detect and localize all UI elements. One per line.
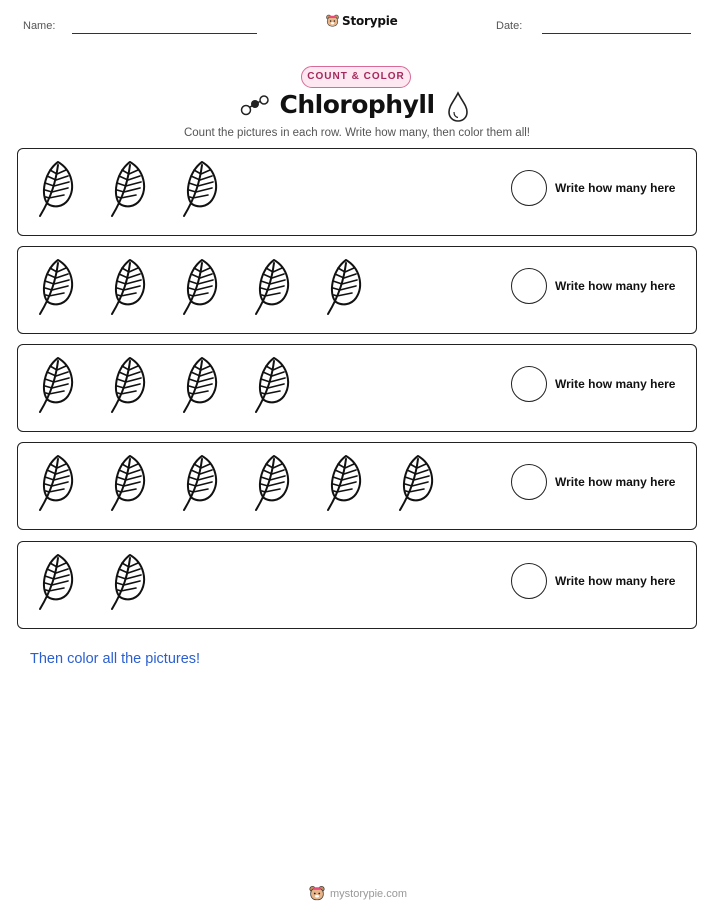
count-answer-circle[interactable]: [511, 464, 547, 500]
picture-group: [28, 452, 448, 512]
brand-name: Storypie: [342, 14, 398, 28]
leaf-icon[interactable]: [244, 452, 304, 512]
counting-row: [17, 541, 697, 629]
leaf-icon[interactable]: [100, 551, 160, 611]
counting-row: [17, 148, 697, 236]
leaf-icon[interactable]: [28, 452, 88, 512]
counting-row: [17, 246, 697, 334]
count-answer-circle[interactable]: [511, 366, 547, 402]
date-label: Date:: [496, 20, 523, 32]
leaf-icon[interactable]: [172, 354, 232, 414]
instructions: Count the pictures in each row. Write how many, then color them all!: [183, 127, 531, 139]
count-prompt: Write how many here: [555, 181, 676, 195]
count-prompt: Write how many here: [555, 574, 676, 588]
brand-logo: [325, 13, 398, 29]
worksheet-badge: COUNT & COLOR: [301, 66, 411, 88]
count-answer-circle[interactable]: [511, 563, 547, 599]
leaf-icon[interactable]: [100, 354, 160, 414]
picture-group: [28, 551, 160, 611]
leaf-icon[interactable]: [172, 158, 232, 218]
name-label: Name:: [23, 20, 56, 32]
count-prompt: Write how many here: [555, 377, 676, 391]
leaf-icon[interactable]: [244, 256, 304, 316]
leaf-icon[interactable]: [100, 256, 160, 316]
leaf-icon[interactable]: [100, 158, 160, 218]
leaf-icon[interactable]: [28, 256, 88, 316]
leaf-icon[interactable]: [316, 256, 376, 316]
leaf-icon[interactable]: [172, 452, 232, 512]
picture-group: [28, 256, 376, 316]
leaf-icon[interactable]: [172, 256, 232, 316]
footer-site: mystorypie.com: [330, 887, 408, 900]
leaf-icon[interactable]: [28, 158, 88, 218]
bear-icon: [325, 13, 340, 29]
leaf-icon[interactable]: [316, 452, 376, 512]
picture-group: [28, 158, 232, 218]
count-prompt: Write how many here: [555, 475, 676, 489]
count-answer-circle[interactable]: [511, 170, 547, 206]
water-drop-icon: [446, 91, 470, 123]
date-line[interactable]: [542, 33, 691, 34]
count-prompt: Write how many here: [555, 279, 676, 293]
worksheet-title: Chlorophyll: [279, 90, 435, 119]
leaf-icon[interactable]: [28, 354, 88, 414]
leaf-icon[interactable]: [388, 452, 448, 512]
leaf-icon[interactable]: [100, 452, 160, 512]
counting-row: [17, 344, 697, 432]
leaf-icon[interactable]: [28, 551, 88, 611]
counting-row: [17, 442, 697, 530]
bear-icon: [308, 884, 326, 903]
footer: [308, 884, 407, 903]
name-line[interactable]: [72, 33, 257, 34]
count-answer-circle[interactable]: [511, 268, 547, 304]
footer-note: Then color all the pictures!: [30, 651, 201, 667]
picture-group: [28, 354, 304, 414]
title-row: [0, 88, 714, 128]
leaf-icon[interactable]: [244, 354, 304, 414]
